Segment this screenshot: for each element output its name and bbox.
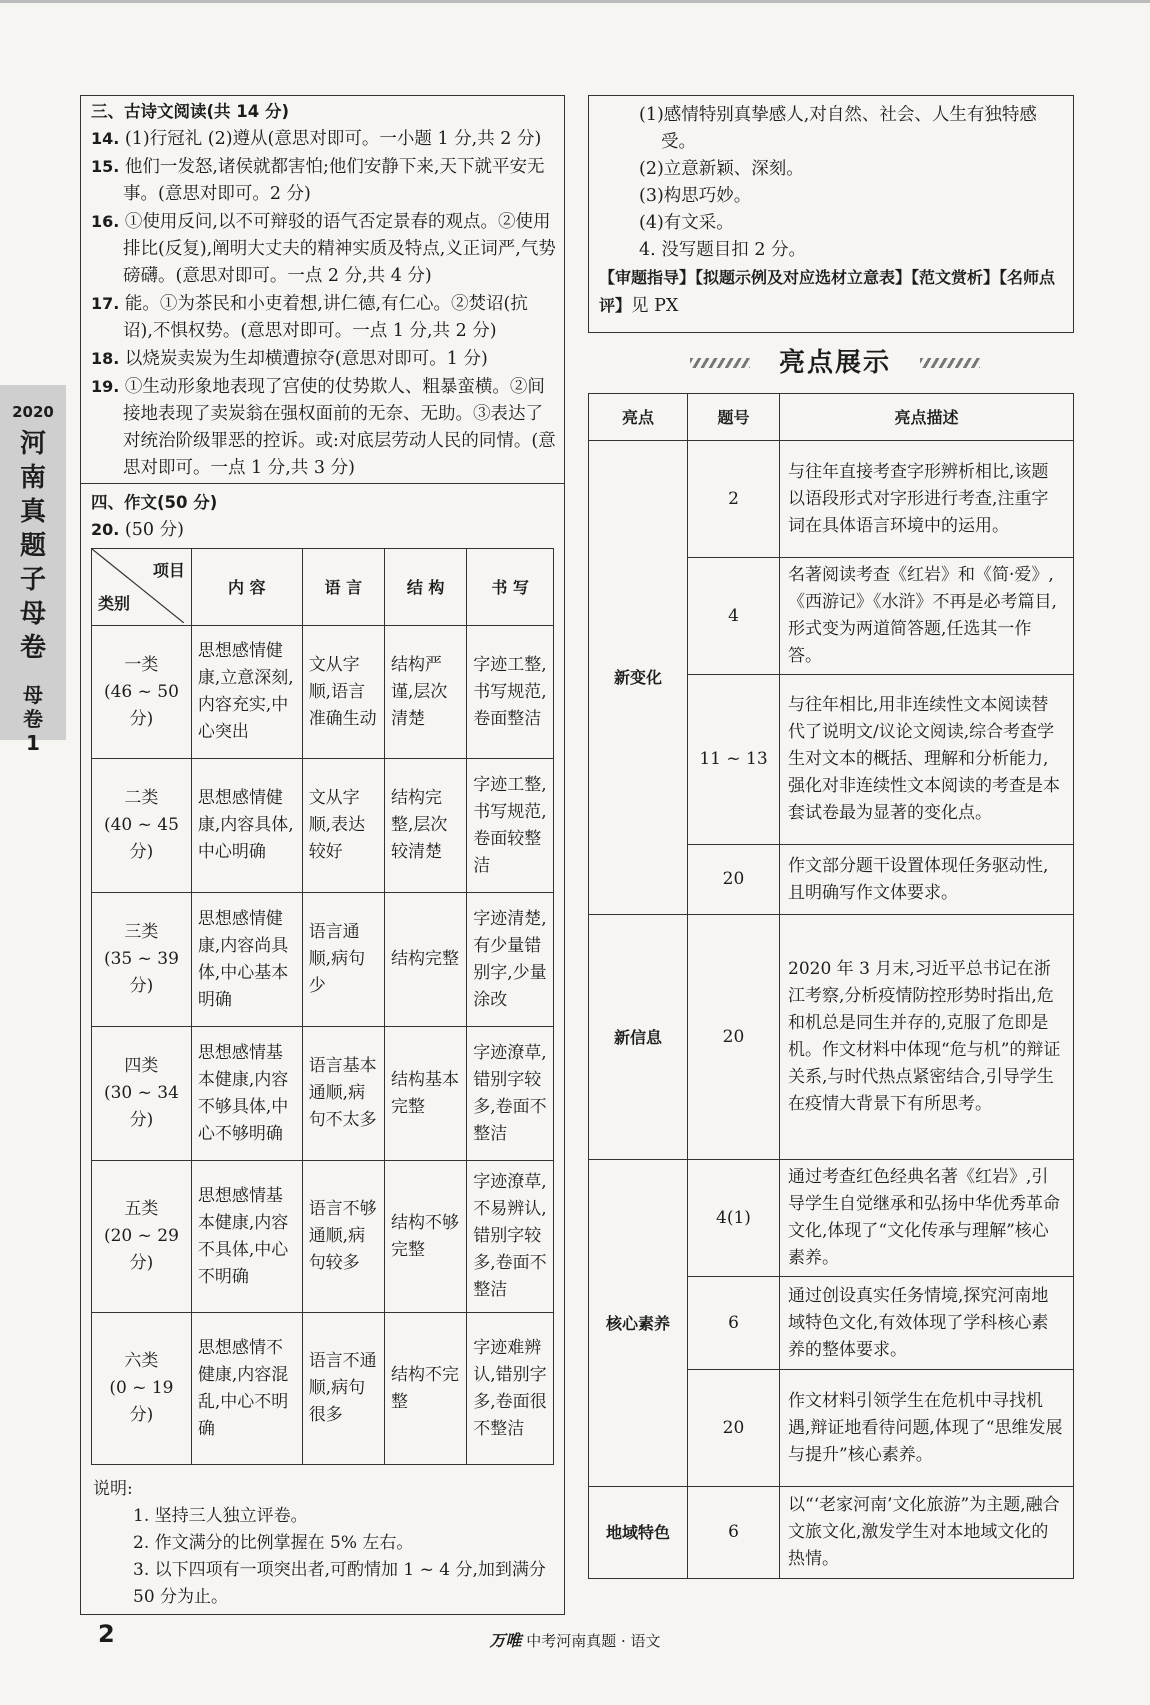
highlight-question: 20 [688, 1370, 780, 1487]
page-footer [0, 1628, 1150, 1651]
answer-17: 17. 能。①为茶民和小吏着想,讲仁德,有仁心。②焚诏(抗诏),不惧权势。(意思对即可。一点 1 分,共 2 分) [91, 294, 528, 341]
grade-content: 思想感情健康,内容具体,中心明确 [191, 759, 302, 893]
grade-language: 语言基本通顺,病句不太多 [302, 1027, 384, 1161]
grade-content: 思想感情健康,内容尚具体,中心基本明确 [191, 893, 302, 1027]
spine-year: 2020 [12, 403, 54, 421]
highlight-question: 11 ~ 13 [688, 675, 780, 845]
highlight-category: 新变化 [589, 441, 688, 915]
highlight-question: 6 [688, 1277, 780, 1370]
grade-language: 文从字顺,语言准确生动 [302, 626, 384, 759]
left-answer-column [80, 95, 565, 1615]
bonus-item: (1)感情特别真挚感人,对自然、社会、人生有独特感受。 [639, 105, 1037, 152]
banner-stripe-left [690, 358, 750, 368]
grade-content: 思想感情基本健康,内容不具体,中心不明确 [191, 1161, 302, 1313]
grade-structure: 结构不完整 [384, 1313, 466, 1465]
answer-18: 18. 以烧炭卖炭为生却横遭掠夺(意思对即可。1 分) [91, 349, 488, 369]
answer-14: 14. (1)行冠礼 (2)遵从(意思对即可。一小题 1 分,共 2 分) [91, 129, 542, 149]
grading-corner-cell [92, 549, 192, 626]
section4-title: 四、作文(50 分) [91, 493, 218, 512]
table-row [92, 1161, 554, 1313]
grade-category: 二类 (40 ~ 45 分) [92, 759, 192, 893]
section3-title: 三、古诗文阅读(共 14 分) [91, 102, 290, 121]
header-structure: 结 构 [384, 549, 466, 626]
answer-15: 15. 他们一发怒,诸侯就都害怕;他们安静下来,天下就平安无事。(意思对即可。2 分) [91, 157, 545, 204]
grade-structure: 结构严谨,层次清楚 [384, 626, 466, 759]
corner-bottom-label: 类别 [98, 594, 131, 613]
grading-header-row [92, 549, 554, 626]
highlight-question: 6 [688, 1487, 780, 1579]
grade-structure: 结构完整,层次较清楚 [384, 759, 466, 893]
answer-16: 16. ①使用反问,以不可辩驳的语气否定景春的观点。②使用排比(反复),阐明大丈夫的精神实质及特点,义正词严,气势磅礴。(意思对即可。一点 2 分,共 4 分) [91, 212, 556, 286]
highlight-description: 通过创设真实任务情境,探究河南地域特色文化,有效体现了学科核心素养的整体要求。 [780, 1277, 1074, 1370]
table-row [589, 1487, 1074, 1579]
top-rule [0, 0, 1150, 3]
highlight-description: 与往年直接考查字形辨析相比,该题以语段形式对字形进行考查,注重字词在具体语言环境中的运用。 [780, 441, 1074, 558]
highlight-description: 2020 年 3 月末,习近平总书记在浙江考察,分析疫情防控形势时指出,危和机总是同生并存的,克服了危即是机。作文材料中体现“危与机”的辩证关系,与时代热点紧密结合,引导学生在疫情大背景下有所思考。 [780, 915, 1074, 1160]
grade-structure: 结构完整 [384, 893, 466, 1027]
grade-category: 一类 (46 ~ 50 分) [92, 626, 192, 759]
highlight-category: 地域特色 [589, 1487, 688, 1579]
publisher-logo: 万唯 [489, 1631, 522, 1650]
grade-language: 文从字顺,表达较好 [302, 759, 384, 893]
header-description: 亮点描述 [780, 394, 1074, 441]
grade-writing: 字迹工整,书写规范,卷面较整洁 [467, 759, 554, 893]
grade-category: 三类 (35 ~ 39 分) [92, 893, 192, 1027]
spine-title: 河南真题子母卷 [19, 429, 46, 663]
grade-writing: 字迹潦草,不易辨认,错别字较多,卷面不整洁 [467, 1161, 554, 1313]
highlight-category: 新信息 [589, 915, 688, 1160]
highlights-header-row [589, 394, 1074, 441]
grade-writing: 字迹潦草,错别字较多,卷面不整洁 [467, 1027, 554, 1161]
note-item: 3. 以下四项有一项突出者,可酌情加 1 ~ 4 分,加到满分 50 分为止。 [133, 1560, 546, 1607]
table-row [92, 759, 554, 893]
highlight-question: 2 [688, 441, 780, 558]
header-question-no: 题号 [688, 394, 780, 441]
highlight-description: 通过考查红色经典名著《红岩》,引导学生自觉继承和弘扬中华优秀革命文化,体现了“文化传承与理解”核心素养。 [780, 1160, 1074, 1277]
highlight-question: 20 [688, 915, 780, 1160]
highlights-banner [700, 342, 970, 382]
section-divider [81, 483, 564, 484]
highlight-description: 以“‘老家河南’文化旅游”为主题,融合文旅文化,激发学生对本地域文化的热情。 [780, 1487, 1074, 1579]
answer-20: 20. (50 分) [91, 520, 184, 540]
bonus-item: (3)构思巧妙。 [639, 186, 752, 206]
grade-category: 五类 (20 ~ 29 分) [92, 1161, 192, 1313]
bonus-item: (4)有文采。 [639, 213, 734, 233]
notes-label: 说明: [93, 1479, 133, 1499]
table-row [92, 893, 554, 1027]
highlight-description: 作文材料引领学生在危机中寻找机遇,辩证地看待问题,体现了“思维发展与提升”核心素养。 [780, 1370, 1074, 1487]
section4-block [91, 489, 556, 544]
footer-text: 中考河南真题 · 语文 [526, 1632, 661, 1650]
book-spine-tab [0, 385, 66, 755]
table-row [589, 441, 1074, 558]
grade-structure: 结构基本完整 [384, 1027, 466, 1161]
table-row [589, 1160, 1074, 1277]
corner-top-label: 项目 [152, 561, 185, 580]
grade-language: 语言不够通顺,病句较多 [302, 1161, 384, 1313]
grade-structure: 结构不够完整 [384, 1161, 466, 1313]
table-row [92, 626, 554, 759]
essay-grading-table [91, 548, 554, 1465]
table-row [92, 1027, 554, 1161]
deduction-item: 4. 没写题目扣 2 分。 [639, 240, 807, 260]
note-item: 2. 作文满分的比例掌握在 5% 左右。 [133, 1533, 414, 1553]
highlight-description: 作文部分题干设置体现任务驱动性,且明确写作文体要求。 [780, 845, 1074, 915]
highlight-description: 名著阅读考查《红岩》和《简·爱》,《西游记》《水浒》不再是必考篇目,形式变为两道简答题,任选其一作答。 [780, 558, 1074, 675]
answer-19: 19. ①生动形象地表现了宫使的仗势欺人、粗暴蛮横。②间接地表现了卖炭翁在强权面前的无奈、无助。③表达了对统治阶级罪恶的控诉。或:对底层劳动人民的同情。(意思对即可。一点 1 分,共 3 分) [91, 377, 556, 478]
header-highlight: 亮点 [589, 394, 688, 441]
header-language: 语 言 [302, 549, 384, 626]
section3-block [91, 98, 556, 482]
grade-writing: 字迹难辨认,错别字多,卷面很不整洁 [467, 1313, 554, 1465]
highlights-table [588, 393, 1074, 1579]
highlight-category: 核心素养 [589, 1160, 688, 1487]
grade-category: 六类 (0 ~ 19 分) [92, 1313, 192, 1465]
header-writing: 书 写 [467, 549, 554, 626]
reference-tags: 【审题指导】【拟题示例及对应选材立意表】【范文赏析】【名师点评】见 PX [599, 268, 1056, 316]
grade-writing: 字迹工整,书写规范,卷面整洁 [467, 626, 554, 759]
grade-category: 四类 (30 ~ 34 分) [92, 1027, 192, 1161]
grade-content: 思想感情不健康,内容混乱,中心不明确 [191, 1313, 302, 1465]
highlight-description: 与往年相比,用非连续性文本阅读替代了说明文/议论文阅读,综合考查学生对文本的概括、理解和分析能力,强化对非连续性文本阅读的考查是本套试卷最为显著的变化点。 [780, 675, 1074, 845]
grading-notes [93, 1476, 564, 1611]
grade-content: 思想感情基本健康,内容不够具体,中心不够明确 [191, 1027, 302, 1161]
grade-language: 语言不通顺,病句很多 [302, 1313, 384, 1465]
highlight-question: 20 [688, 845, 780, 915]
right-continuation-box [588, 95, 1074, 333]
highlights-title: 亮点展示 [778, 348, 891, 378]
table-row [92, 1313, 554, 1465]
grade-writing: 字迹清楚,有少量错别字,少量涂改 [467, 893, 554, 1027]
note-item: 1. 坚持三人独立评卷。 [133, 1506, 308, 1526]
table-row [589, 915, 1074, 1160]
grade-content: 思想感情健康,立意深刻,内容充实,中心突出 [191, 626, 302, 759]
bonus-item: (2)立意新颖、深刻。 [639, 159, 804, 179]
highlight-question: 4 [688, 558, 780, 675]
spine-subtitle: 母卷1 [23, 683, 43, 755]
highlight-question: 4(1) [688, 1160, 780, 1277]
page-number: 2 [98, 1620, 115, 1648]
banner-stripe-right [920, 358, 980, 368]
grade-language: 语言通顺,病句少 [302, 893, 384, 1027]
header-content: 内 容 [191, 549, 302, 626]
